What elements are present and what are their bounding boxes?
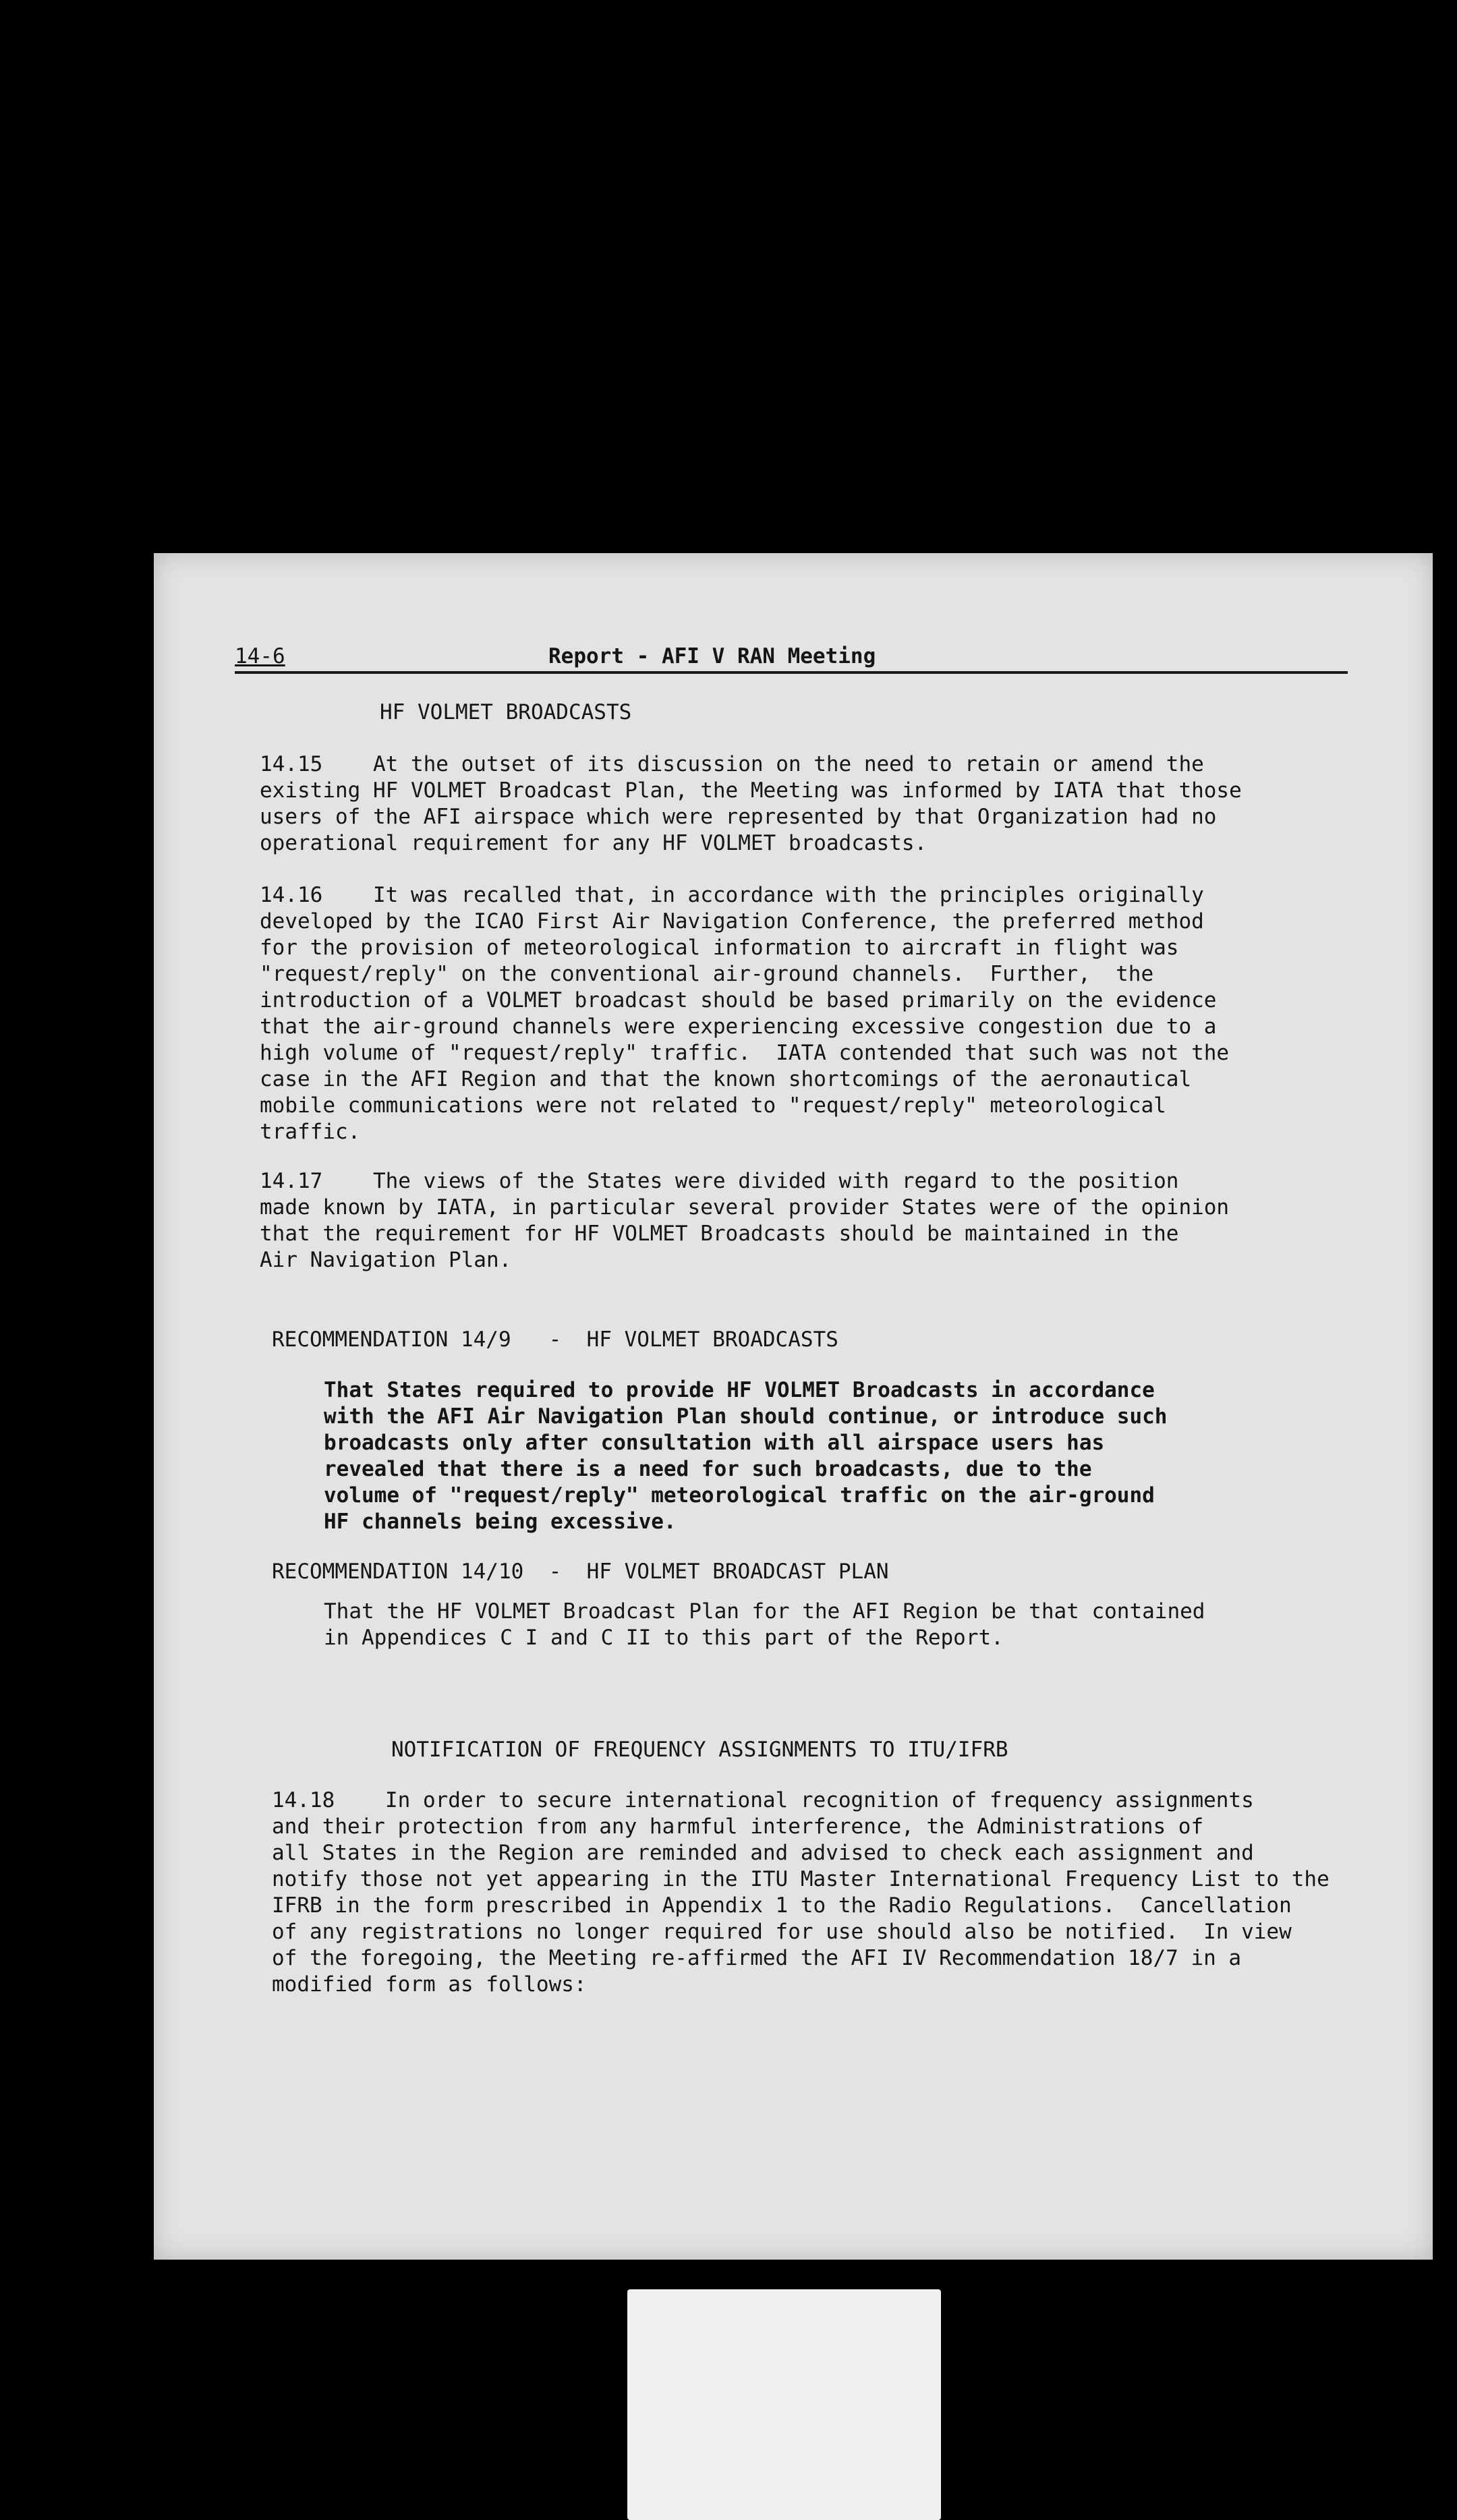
page-number: 14-6: [235, 644, 285, 668]
section-heading-volmet: HF VOLMET BROADCASTS: [380, 700, 632, 724]
paragraph-14-18: 14.18 In order to secure international recognition of frequency assignments and their protection from any harmful interference, the Administrations of all States in the Region are reminded and advised to check each assignment and notify those not yet appearing in the ITU Master International Frequency List to the IFRB in the form prescribed in Appendix 1 to the Radio Regulations. Cancellation of any registrations no longer required for use should also be notified. In view of the foregoing, the Meeting re-affirmed the AFI IV Recommendation 18/7 in a modified form as follows:: [272, 1788, 1330, 1997]
recommendation-14-10-body: That the HF VOLMET Broadcast Plan for the AFI Region be that contained in Appendices C I and C II to this part of the Report.: [324, 1599, 1205, 1650]
recommendation-14-10-heading: RECOMMENDATION 14/10 - HF VOLMET BROADCAST PLAN: [272, 1559, 889, 1584]
document-page: [154, 553, 1433, 2260]
recommendation-14-9-heading: RECOMMENDATION 14/9 - HF VOLMET BROADCASTS: [272, 1327, 838, 1352]
paragraph-14-17: 14.17 The views of the States were divided with regard to the position made known by IATA, in particular several provider States were of the opinion that the requirement for HF VOLMET Broadcasts should be maintained in the Air Navigation Plan.: [260, 1169, 1230, 1272]
section-heading-notification: NOTIFICATION OF FREQUENCY ASSIGNMENTS TO ITU/IFRB: [391, 1738, 1008, 1762]
report-title: Report - AFI V RAN Meeting: [548, 644, 876, 668]
blank-card: [627, 2289, 941, 2520]
paragraph-14-16: 14.16 It was recalled that, in accordance with the principles originally developed by the ICAO First Air Navigation Conference, the preferred method for the provision of meteorological information to aircraft in flight was "request/reply" on the conventional air-ground channels. Further, the introduction of a VOLMET broadcast should be based primarily on the evidence that the air-ground channels were experiencing excessive congestion due to a high volume of "request/reply" traffic. IATA contended that such was not the case in the AFI Region and that the known shortcomings of the aeronautical mobile communications were not related to "request/reply" meteorological traffic.: [260, 883, 1230, 1144]
paragraph-14-15: 14.15 At the outset of its discussion on the need to retain or amend the existing HF VOLMET Broadcast Plan, the Meeting was informed by IATA that those users of the AFI airspace which were represented by that Organization had no operational requirement for any HF VOLMET broadcasts.: [260, 752, 1242, 855]
recommendation-14-9-body: That States required to provide HF VOLMET Broadcasts in accordance with the AFI Air Navigation Plan should continue, or introduce such broadcasts only after consultation with all airspace users has revealed that there is a need for such broadcasts, due to the volume of "request/reply" meteorological traffic on the air-ground HF channels being excessive.: [324, 1378, 1168, 1534]
page-header: [235, 644, 1348, 674]
